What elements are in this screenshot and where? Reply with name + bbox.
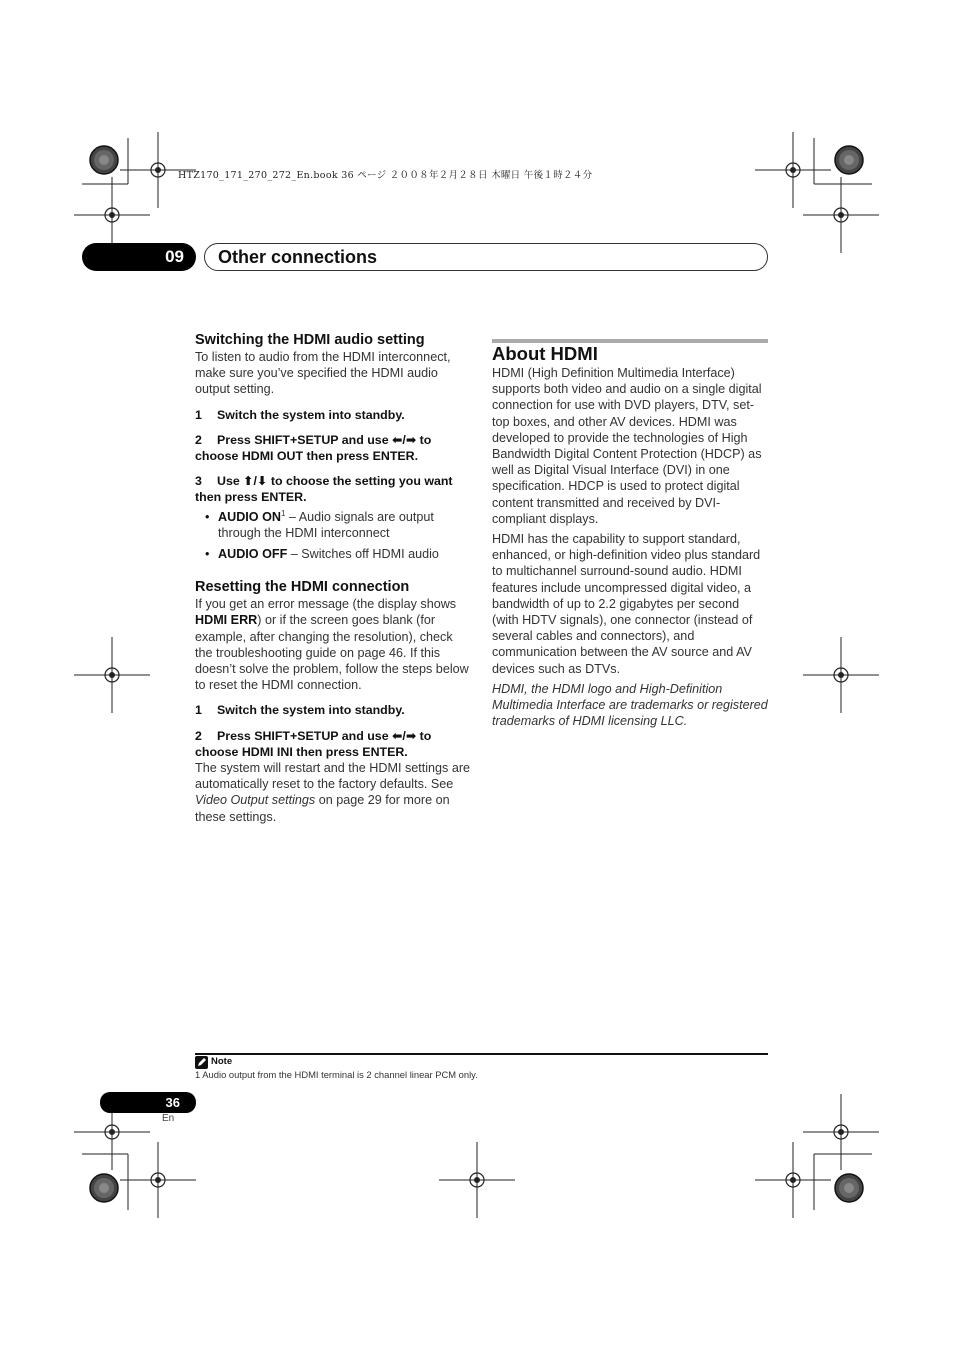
trademark-notice: HDMI, the HDMI logo and High-Definition Multimedia Interface are trademarks or registered trademarks of HDMI licensing LLC. (492, 681, 768, 729)
about-hdmi-p1: HDMI (High Definition Multimedia Interface) supports both video and audio on a single digital connection for use with DVD players, DTV, set-top boxes, and other AV devices. HDMI was developed to provide the technologies of High Bandwidth Digital Content Protection (HDCP) as well as Digital Visual Interface (DVI) in one specification. HDCP is used to protect digital content transmitted and received by DVI-compliant displays. (492, 366, 762, 526)
note-rule (195, 1053, 768, 1055)
about-hdmi-heading: About HDMI (492, 343, 598, 364)
hdmi-audio-intro: To listen to audio from the HDMI interconnect, make sure you’ve specified the HDMI audio output setting. (195, 350, 451, 397)
right-column (492, 343, 768, 729)
chapter-number: 09 (82, 243, 196, 271)
reset-step-1-standby: 1 Switch the system into standby. (195, 703, 405, 718)
step-1-standby: 1 Switch the system into standby. (195, 407, 405, 422)
section-heading-hdmi-audio: Switching the HDMI audio setting (195, 332, 425, 348)
step-2-hdmi-out: 2 Press SHIFT+SETUP and use ⬅/➡ to choose HDMI OUT then press ENTER. (195, 432, 432, 464)
option-audio-off: • AUDIO OFF – Switches off HDMI audio (195, 546, 473, 562)
left-column (195, 331, 473, 825)
page-language: En (162, 1113, 175, 1124)
section-heading-reset-hdmi: Resetting the HDMI connection (195, 579, 410, 596)
reset-outro: The system will restart and the HDMI settings are automatically reset to the factory defaults. See Video Output settings on page 29 for more on these settings. (195, 761, 471, 824)
page-number: 36 (100, 1092, 196, 1113)
file-info-header: HTZ170_171_270_272_En.book 36 ページ ２００８年２月２８日 木曜日 午後１時２４分 (178, 170, 593, 181)
note-pencil-icon (195, 1056, 208, 1069)
chapter-title: Other connections (218, 247, 378, 267)
reset-intro: If you get an error message (the display shows HDMI ERR) or if the screen goes blank (for example, after changing the resolution), check the troubleshooting guide on page 46. If this doesn’t solve the problem, follow the steps below to reset the HDMI connection. (195, 597, 469, 693)
step-3-choose-setting: 3 Use ⬆/⬇ to choose the setting you want then press ENTER. (195, 474, 453, 505)
about-hdmi-p2: HDMI has the capability to support standard, enhanced, or high-definition video plus standard to multichannel surround-sound audio. HDMI features include uncompressed digital video, a bandwidth of up to 2.2 gigabytes per second (with HDTV signals), one connector (instead of several cables and connectors), and communication between the AV source and AV devices such as DTVs. (492, 532, 761, 676)
option-audio-on: • AUDIO $ON^1$ – Audio signals are output through the HDMI interconnect (195, 509, 473, 541)
note-label: Note (211, 1056, 233, 1067)
reset-step-2-hdmi-ini: 2 Press SHIFT+SETUP and use ⬅/➡ to choose HDMI INI then press ENTER. (195, 728, 432, 759)
footnote: 1 Audio output from the HDMI terminal is 2 channel linear PCM only. (195, 1069, 478, 1080)
